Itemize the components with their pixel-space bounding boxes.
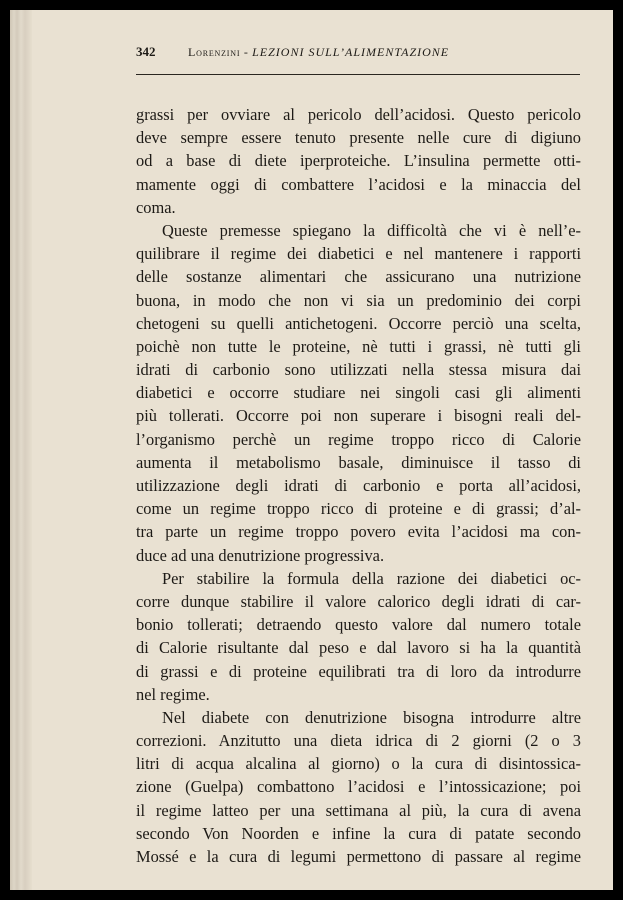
running-title-separator: - — [240, 45, 253, 59]
text-line: litri di acqua alcalina al giorno) o la cura di disintossica- — [136, 754, 581, 774]
running-title — [188, 45, 449, 60]
text-line: di grassi e di proteine equilibrati tra di loro da introdurre — [136, 661, 581, 681]
text-line: aumenta il metabolismo basale, diminuisce il tasso di — [136, 452, 581, 472]
header-rule — [136, 74, 580, 75]
text-line: mamente oggi di combattere l’acidosi e la minaccia del — [136, 174, 581, 194]
text-line: delle sostanze alimentari che assicurano una nutrizione — [136, 267, 581, 287]
page-header — [136, 40, 580, 70]
text-line: idrati di carbonio sono utilizzati nella stessa misura dai — [136, 360, 581, 380]
text-line: poichè non tutte le proteine, nè tutti i grassi, nè tutti gli — [136, 336, 581, 356]
text-line: correzioni. Anzitutto una dieta idrica di 2 giorni (2 o 3 — [136, 731, 581, 751]
book-page — [10, 10, 613, 890]
body-text — [136, 103, 581, 868]
text-line: il regime latteo per una settimana al più, la cura di avena — [136, 800, 581, 820]
running-title-author: Lorenzini — [188, 45, 241, 59]
text-line: secondo Von Noorden e infine la cura di patate secondo — [136, 823, 581, 843]
text-line: zione (Guelpa) combattono l’acidosi e l’intossicazione; poi — [136, 777, 581, 797]
page-number: 342 — [136, 44, 156, 59]
text-line: bonio tollerati; detraendo questo valore dal numero totale — [136, 615, 581, 635]
text-line: chetogeni su quelli antichetogeni. Occorre perciò una scelta, — [136, 313, 581, 333]
text-line: duce ad una denutrizione progressiva. — [136, 545, 385, 565]
text-line: tra parte un regime troppo povero evita l’acidosi ma con- — [136, 522, 581, 542]
text-line: quilibrare il regime dei diabetici e nel mantenere i rapporti — [136, 244, 581, 264]
text-line: coma. — [136, 197, 176, 217]
text-line: utilizzazione degli idrati di carbonio e porta all’acidosi, — [136, 476, 581, 495]
text-line: deve sempre essere tenuto presente nelle cure di digiuno — [136, 128, 581, 148]
text-line: diabetici e occorre studiare nei singoli casi gli alimenti — [136, 383, 581, 403]
text-line: di Calorie risultante dal peso e dal lavoro si ha la quantità — [136, 638, 581, 658]
text-line: Queste premesse spiegano la difficoltà che vi è nell’e- — [162, 220, 581, 240]
text-line: grassi per ovviare al pericolo dell’acidosi. Questo pericolo — [136, 105, 581, 124]
text-line: od a base di diete iperproteiche. L’insulina permette otti- — [136, 151, 581, 171]
text-line: Mossé e la cura di legumi permettono di passare al regime — [136, 847, 581, 866]
text-line: buona, in modo che non vi sia un predominio dei corpi — [136, 290, 581, 310]
text-line: l’organismo perchè un regime troppo ricco di Calorie — [136, 429, 581, 449]
text-line: corre dunque stabilire il valore calorico degli idrati di car- — [136, 591, 581, 611]
text-line: nel regime. — [136, 684, 210, 704]
text-line: Nel diabete con denutrizione bisogna introdurre altre — [162, 707, 581, 727]
text-line: Per stabilire la formula della razione dei diabetici oc- — [162, 568, 581, 588]
page-spine-shadow — [10, 10, 32, 890]
running-title-book: LEZIONI SULL’ALIMENTAZIONE — [252, 45, 450, 59]
text-line: come un regime troppo ricco di proteine e di grassi; d’al- — [136, 499, 581, 519]
text-line: più tollerati. Occorre poi non superare i bisogni reali del- — [136, 406, 581, 426]
